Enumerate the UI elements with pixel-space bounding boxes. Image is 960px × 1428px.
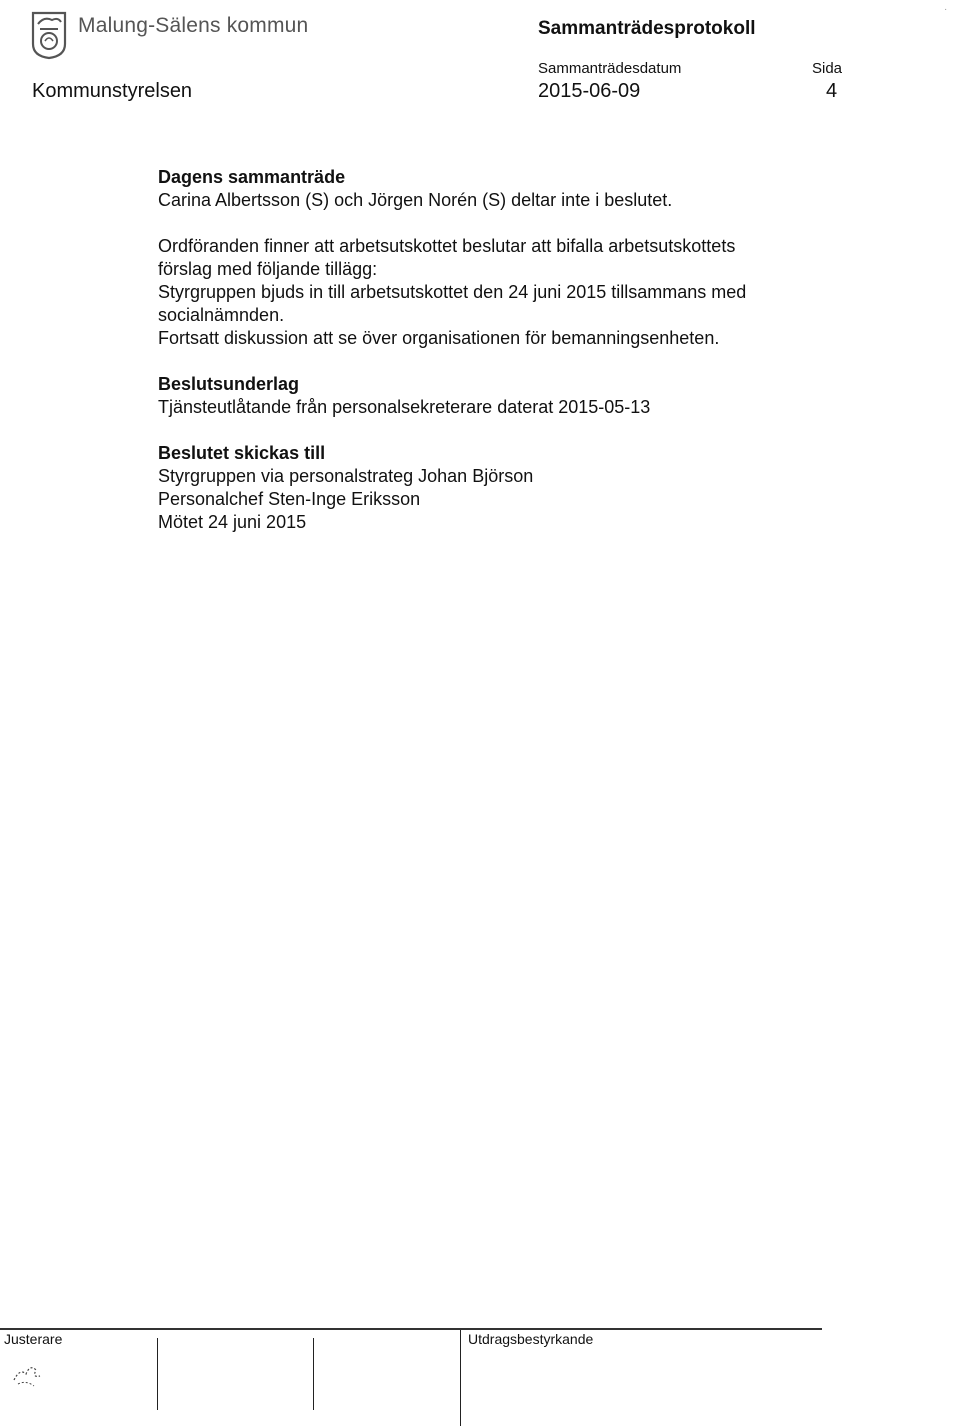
decision-line: Ordföranden finner att arbetsutskottet beslutar att bifalla arbetsutskottets <box>158 236 736 256</box>
protocol-body <box>158 166 858 534</box>
meeting-note: Carina Albertsson (S) och Jörgen Norén (S) deltar inte i beslutet. <box>158 190 673 210</box>
decision-line: förslag med följande tillägg: <box>158 259 378 279</box>
municipality-name: Malung-Sälens kommun <box>78 14 309 37</box>
adjuster-label: Justerare <box>4 1331 63 1347</box>
extract-certification-label: Utdragsbestyrkande <box>468 1331 594 1347</box>
document-type: Sammanträdesprotokoll <box>538 18 756 39</box>
municipality-logo-icon <box>30 10 68 60</box>
page-label: Sida <box>812 60 843 77</box>
department-name: Kommunstyrelsen <box>32 80 193 102</box>
decision-line: Fortsatt diskussion att se över organisationen för bemanningsenheten. <box>158 328 720 348</box>
recipient-line: Mötet 24 juni 2015 <box>158 512 307 532</box>
signature-box-divider <box>460 1330 461 1426</box>
initials-signature-icon <box>10 1360 46 1390</box>
recipient-line: Styrgruppen via personalstrateg Johan Björson <box>158 466 534 486</box>
section-heading-meeting: Dagens sammanträde <box>158 167 346 187</box>
section-heading-recipients: Beslutet skickas till <box>158 443 326 463</box>
page-number: 4 <box>826 80 838 102</box>
scan-mark: · <box>944 4 948 15</box>
section-heading-basis: Beslutsunderlag <box>158 374 300 394</box>
meeting-date-label: Sammanträdesdatum <box>538 60 682 77</box>
footer-divider <box>0 1328 822 1330</box>
basis-line: Tjänsteutlåtande från personalsekreterare daterat 2015-05-13 <box>158 397 651 417</box>
signature-box-divider <box>157 1338 158 1410</box>
signature-box-divider <box>313 1338 314 1410</box>
meeting-date-value: 2015-06-09 <box>538 80 641 102</box>
recipient-line: Personalchef Sten-Inge Eriksson <box>158 489 421 509</box>
decision-line: Styrgruppen bjuds in till arbetsutskottet den 24 juni 2015 tillsammans med <box>158 282 747 302</box>
decision-line: socialnämnden. <box>158 305 285 325</box>
